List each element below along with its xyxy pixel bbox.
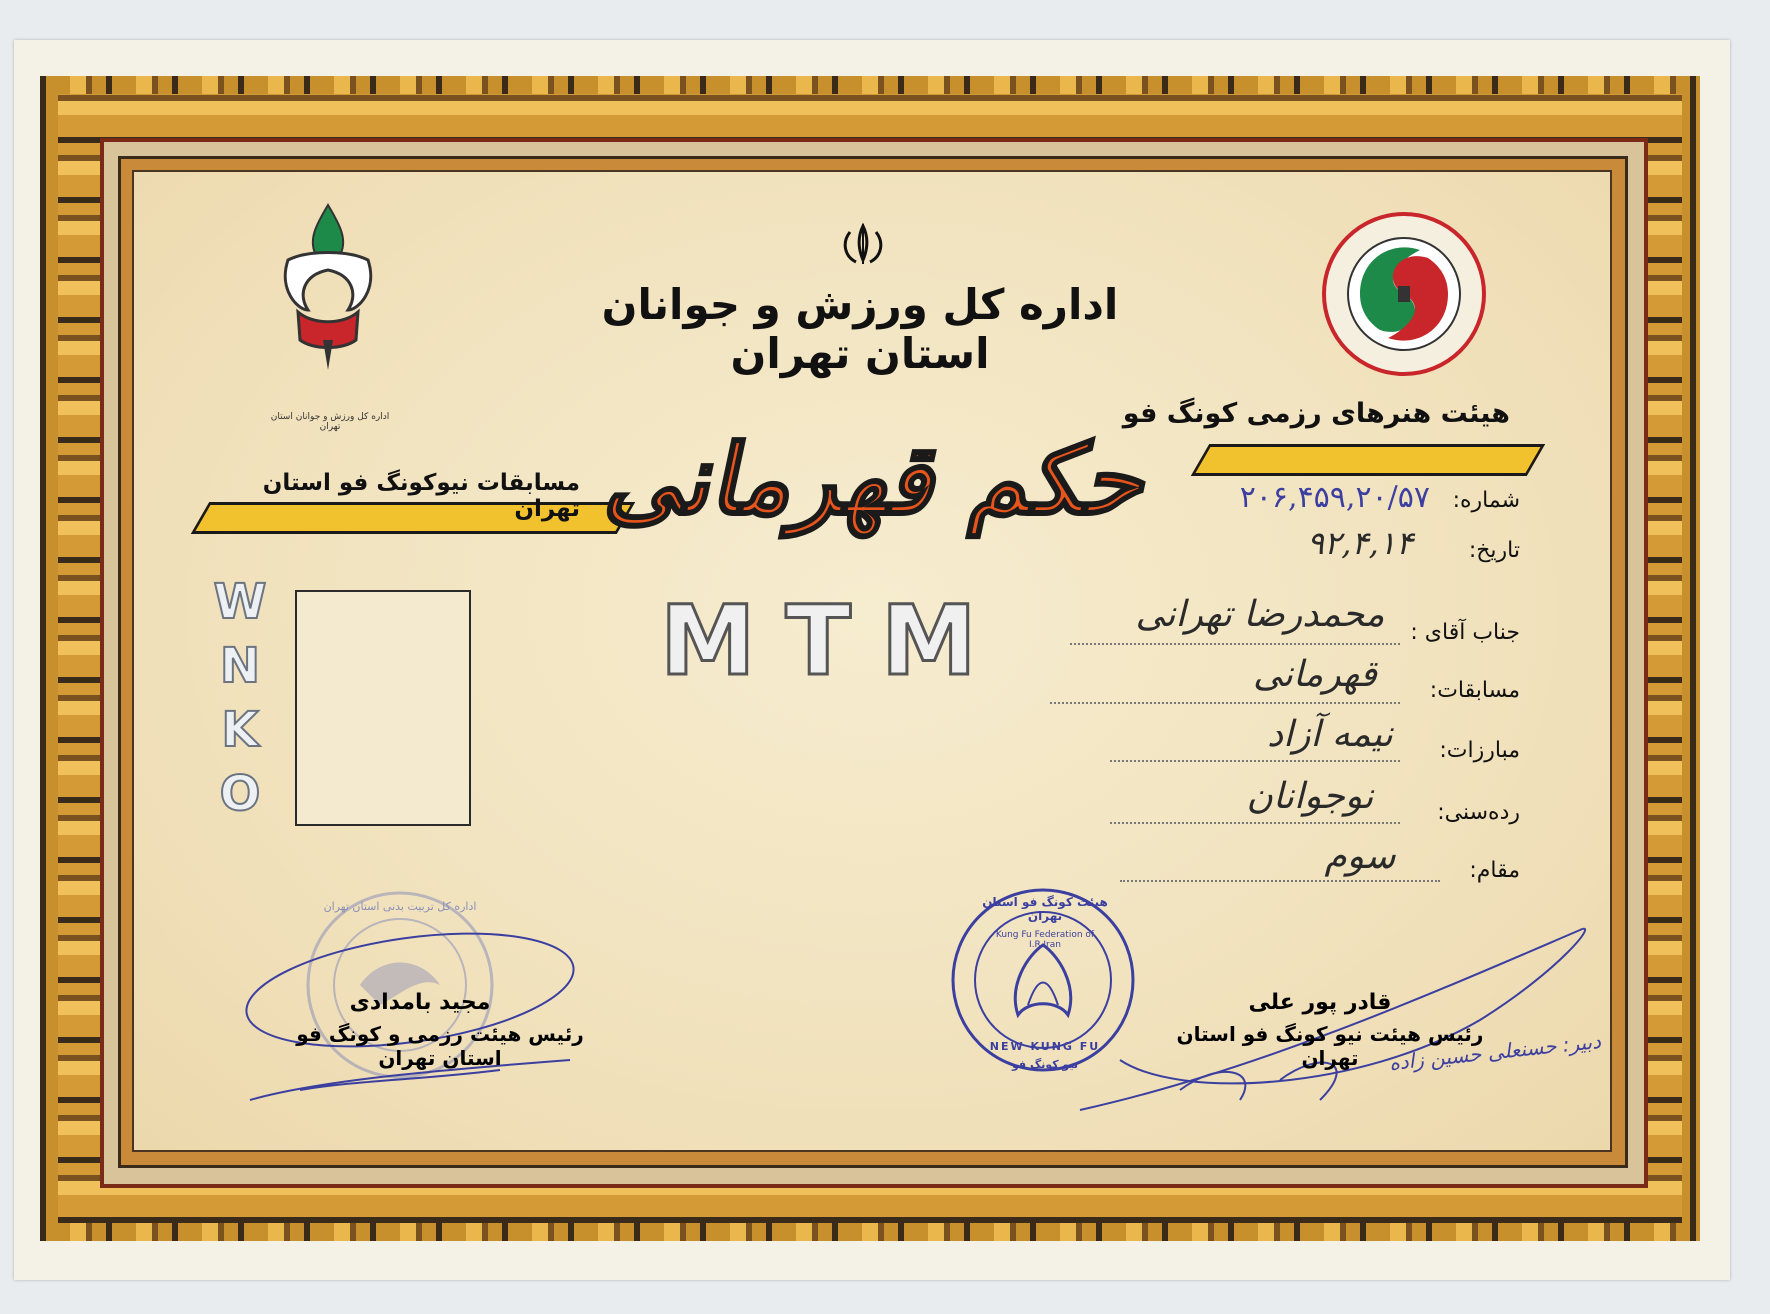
right-stamp-inner-text: Kung Fu Federation of I.R.Iran bbox=[995, 930, 1095, 950]
page-title: اداره کل ورزش و جوانان استان تهران bbox=[601, 280, 1119, 378]
certificate-heading: حکم قهرمانی bbox=[598, 423, 1163, 536]
right-stamp-footer-text: نیو کونگ فو bbox=[1012, 1058, 1078, 1071]
right-signer-title: رئیس هیئت نیو کونگ فو استان تهران bbox=[1176, 1022, 1484, 1070]
association-name: هیئت هنرهای رزمی کونگ فو bbox=[1122, 398, 1510, 429]
field-line bbox=[1110, 760, 1400, 762]
field-value-age-group: نوجوانان bbox=[1246, 776, 1374, 817]
left-signer-name: مجید بامدادی bbox=[349, 990, 491, 1015]
field-label-rank: مقام: bbox=[1469, 858, 1520, 883]
handwritten-note: دبیر: حسنعلی حسین زاده bbox=[1388, 1028, 1602, 1076]
field-line bbox=[1070, 643, 1400, 645]
field-value-name: محمدرضا تهرانی bbox=[1135, 594, 1385, 635]
number-label: شماره: bbox=[1452, 488, 1520, 513]
decorative-stripe-right bbox=[1191, 444, 1545, 476]
mtm-logo-text: MTM bbox=[660, 585, 1007, 697]
field-line bbox=[1050, 702, 1400, 704]
kungfu-federation-logo bbox=[1320, 210, 1488, 378]
photo-placeholder bbox=[295, 590, 471, 826]
field-line bbox=[1120, 880, 1440, 882]
wnko-letter: W bbox=[213, 574, 267, 630]
right-stamp-bottom-text: NEW KUNG FU bbox=[989, 1040, 1101, 1053]
competition-name: مسابقات نیوکونگ فو استان تهران bbox=[262, 470, 580, 522]
date-label: تاریخ: bbox=[1468, 538, 1520, 563]
wnko-letter: O bbox=[219, 766, 261, 822]
date-value: ۹۲,۴,۱۴ bbox=[1306, 524, 1414, 562]
field-label-name: جناب آقای : bbox=[1410, 620, 1520, 645]
field-label-age-group: رده‌سنی: bbox=[1437, 800, 1520, 825]
field-label-bouts: مبارزات: bbox=[1439, 738, 1520, 763]
wnko-vertical-text bbox=[210, 570, 270, 826]
right-signer-name: قادر پور علی bbox=[1248, 990, 1392, 1015]
field-value-bouts: نیمه آزاد bbox=[1267, 714, 1393, 755]
left-signer-title: رئیس هیئت رزمی و کونگ فو استان تهران bbox=[296, 1022, 584, 1070]
sports-youth-logo bbox=[268, 200, 388, 380]
field-value-competition: قهرمانی bbox=[1253, 654, 1377, 695]
iran-emblem-icon bbox=[838, 222, 888, 266]
field-value-rank: سوم bbox=[1324, 836, 1396, 877]
number-value: ۲۰۶,۴۵۹,۲۰/۵۷ bbox=[1239, 480, 1430, 515]
wnko-letter: K bbox=[221, 702, 259, 758]
right-signature-scribble bbox=[1060, 910, 1620, 1130]
field-line bbox=[1110, 822, 1400, 824]
left-stamp-text: اداره کل تربیت بدنی استان تهران bbox=[323, 900, 477, 913]
wnko-letter: N bbox=[219, 638, 261, 694]
left-logo-caption: اداره کل ورزش و جوانان استان تهران bbox=[270, 412, 390, 432]
right-stamp-top-text: هیئت کونگ فو استان تهران bbox=[982, 895, 1108, 923]
field-label-competition: مسابقات: bbox=[1429, 678, 1520, 703]
